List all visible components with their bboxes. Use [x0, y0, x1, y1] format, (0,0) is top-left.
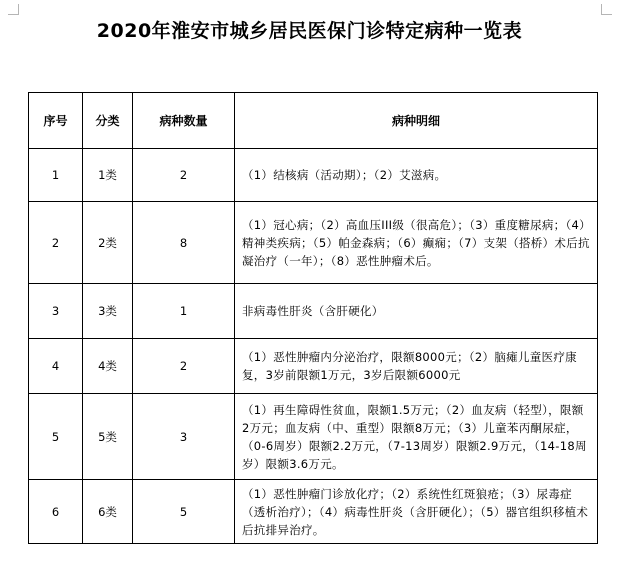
row-count: 8	[133, 202, 235, 284]
row-no: 3	[29, 284, 83, 339]
row-detail: （1）结核病（活动期）；（2）艾滋病。	[235, 149, 598, 202]
header-detail: 病种明细	[235, 93, 598, 149]
row-count: 1	[133, 284, 235, 339]
table-row	[29, 284, 598, 339]
row-count: 2	[133, 339, 235, 394]
row-no: 6	[29, 480, 83, 544]
header-no: 序号	[29, 93, 83, 149]
header-category: 分类	[83, 93, 133, 149]
row-category: 4类	[83, 339, 133, 394]
row-detail: （1）恶性肿瘤门诊放化疗；（2）系统性红斑狼疮；（3）尿毒症（透析治疗）；（4）病毒性肝炎（含肝硬化）；（5）器官组织移植术后抗排异治疗。	[235, 480, 598, 544]
table-row	[29, 394, 598, 480]
row-detail: 非病毒性肝炎（含肝硬化）	[235, 284, 598, 339]
row-count: 5	[133, 480, 235, 544]
page-title: 2020年淮安市城乡居民医保门诊特定病种一览表	[96, 20, 523, 42]
row-category: 6类	[83, 480, 133, 544]
row-count: 2	[133, 149, 235, 202]
table-row	[29, 202, 598, 284]
row-no: 1	[29, 149, 83, 202]
row-no: 2	[29, 202, 83, 284]
row-detail: （1）冠心病；（2）高血压III级（很高危）；（3）重度糖尿病；（4）精神类疾病；（5）帕金森病；（6）癫痫；（7）支架（搭桥）术后抗凝治疗（一年）；（8）恶性肿瘤术后。	[235, 202, 598, 284]
row-category: 2类	[83, 202, 133, 284]
row-category: 5类	[83, 394, 133, 480]
row-category: 1类	[83, 149, 133, 202]
disease-table	[28, 92, 598, 544]
table-row	[29, 149, 598, 202]
page-corner-mark-top-left	[8, 4, 19, 15]
row-no: 5	[29, 394, 83, 480]
row-detail: （1）恶性肿瘤内分泌治疗，限额8000元；（2）脑瘫儿童医疗康复，3岁前限额1万元，3岁后限额6000元	[235, 339, 598, 394]
row-count: 3	[133, 394, 235, 480]
row-detail: （1）再生障碍性贫血，限额1.5万元；（2）血友病（轻型），限额2万元；血友病（中、重型）限额8万元；（3）儿童苯丙酮尿症，（0-6周岁）限额2.2万元，（7-13周岁）限额2.9万元，（14-18周岁）限额3.6万元。	[235, 394, 598, 480]
page-corner-mark-top-right	[601, 4, 612, 15]
row-no: 4	[29, 339, 83, 394]
table-row	[29, 480, 598, 544]
row-category: 3类	[83, 284, 133, 339]
header-count: 病种数量	[133, 93, 235, 149]
table-row	[29, 339, 598, 394]
table-header-row	[29, 93, 598, 149]
